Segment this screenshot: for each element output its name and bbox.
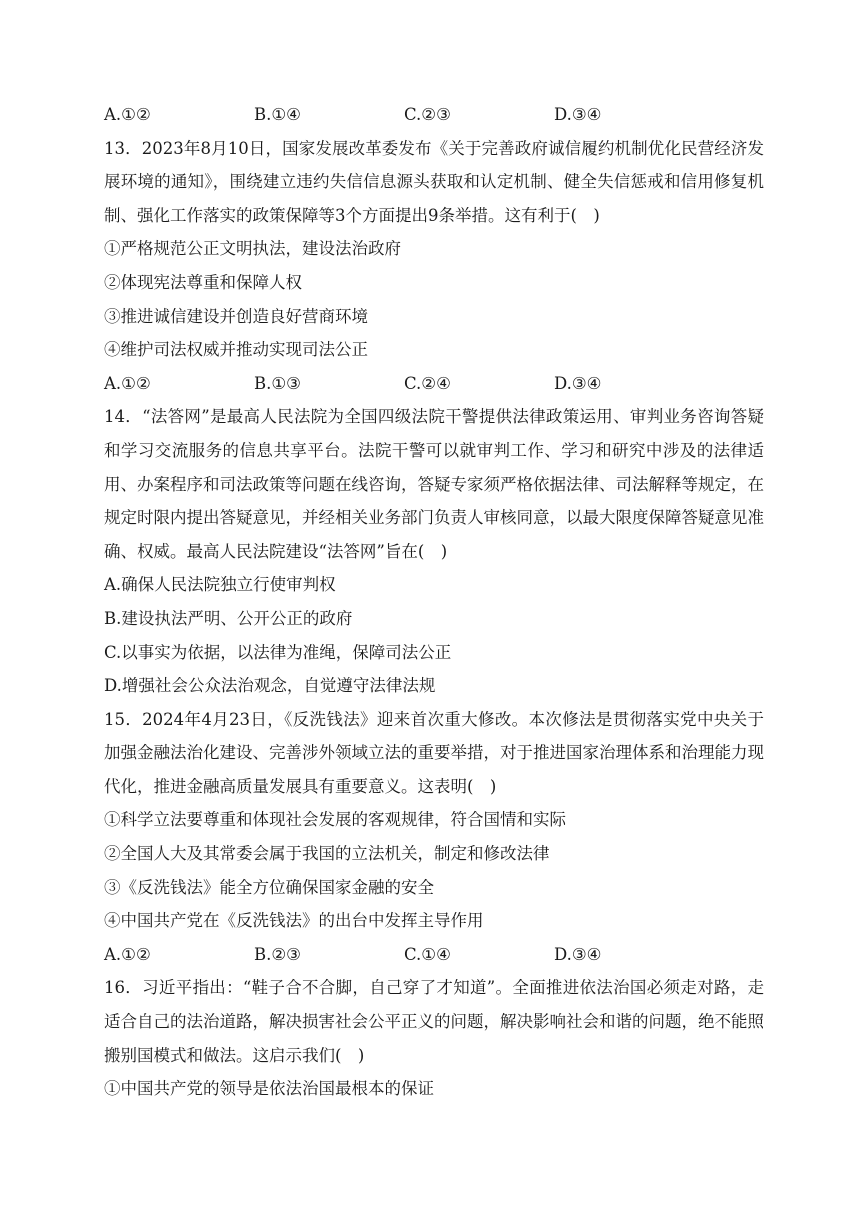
- question-15-item-1: ①科学立法要尊重和体现社会发展的客观规律，符合国情和实际: [104, 810, 566, 830]
- question-15-options: [104, 938, 764, 972]
- question-14-stem: 14．“法答网”是最高人民法院为全国四级法院干警提供法律政策运用、审判业务咨询答疑和学习交流服务的信息共享平台。法院干警可以就审判工作、学习和研究中涉及的法律适用、办案程序和司法政策等问题在线咨询，答疑专家须严格依据法律、司法解释等规定，在规定时限内提出答疑意见，并经相关业务部门负责人审核同意，以最大限度保障答疑意见准确、权威。最高人民法院建设“法答网”旨在( ): [104, 407, 764, 561]
- question-13-options: [104, 367, 764, 401]
- option-c[interactable]: C.②④: [404, 373, 451, 393]
- question-13-item-2: ②体现宪法尊重和保障人权: [104, 272, 302, 292]
- option-b[interactable]: B.建设执法严明、公开公正的政府: [104, 608, 353, 628]
- option-a[interactable]: A.①②: [104, 373, 151, 393]
- question-13-item-1: ①严格规范公正文明执法，建设法治政府: [104, 239, 401, 259]
- option-d[interactable]: D.③④: [554, 373, 602, 393]
- question-13: [104, 132, 764, 401]
- question-13-stem: 13．2023年8月10日，国家发展改革委发布《关于完善政府诚信履约机制优化民营经济发展环境的通知》，围绕建立违约失信信息源头获取和认定机制、健全失信惩戒和信用修复机制、强化工作落实的政策保障等3个方面提出9条举措。这有利于( ): [104, 138, 764, 225]
- option-c[interactable]: C.②③: [404, 105, 451, 124]
- option-a[interactable]: A.确保人民法院独立行使审判权: [104, 575, 336, 595]
- previous-question-options: [104, 98, 764, 132]
- option-b[interactable]: B.①④: [254, 105, 301, 124]
- option-d[interactable]: D.增强社会公众法治观念，自觉遵守法律法规: [104, 676, 436, 696]
- question-13-item-4: ④维护司法权威并推动实现司法公正: [104, 340, 368, 360]
- option-c[interactable]: C.①④: [404, 944, 451, 964]
- option-a[interactable]: A.①②: [104, 944, 151, 964]
- option-d[interactable]: D.③④: [554, 944, 602, 964]
- option-a[interactable]: A.①②: [104, 105, 151, 124]
- question-15: [104, 703, 764, 972]
- question-16-stem: 16．习近平指出：“鞋子合不合脚，自己穿了才知道”。全面推进依法治国必须走对路，走适合自己的法治道路，解决损害社会公平正义的问题，解决影响社会和谐的问题，绝不能照搬别国模式和做法。这启示我们( ): [104, 978, 764, 1065]
- option-b[interactable]: B.①③: [254, 373, 301, 393]
- option-d[interactable]: D.③④: [554, 105, 602, 124]
- question-15-stem: 15．2024年4月23日，《反洗钱法》迎来首次重大修改。本次修法是贯彻落实党中央关于加强金融法治化建设、完善涉外领域立法的重要举措，对于推进国家治理体系和治理能力现代化，推进金融高质量发展具有重要意义。这表明( ): [104, 709, 764, 796]
- question-15-item-4: ④中国共产党在《反洗钱法》的出台中发挥主导作用: [104, 911, 484, 931]
- option-c[interactable]: C.以事实为依据，以法律为准绳，保障司法公正: [104, 642, 452, 662]
- question-16-item-1: ①中国共产党的领导是依法治国最根本的保证: [104, 1079, 434, 1099]
- option-b[interactable]: B.②③: [254, 944, 301, 964]
- exam-page: [104, 98, 764, 1106]
- question-15-item-2: ②全国人大及其常委会属于我国的立法机关，制定和修改法律: [104, 844, 550, 864]
- question-13-item-3: ③推进诚信建设并创造良好营商环境: [104, 306, 368, 326]
- question-16: [104, 971, 764, 1105]
- question-15-item-3: ③《反洗钱法》能全方位确保国家金融的安全: [104, 877, 434, 897]
- question-14: [104, 400, 764, 702]
